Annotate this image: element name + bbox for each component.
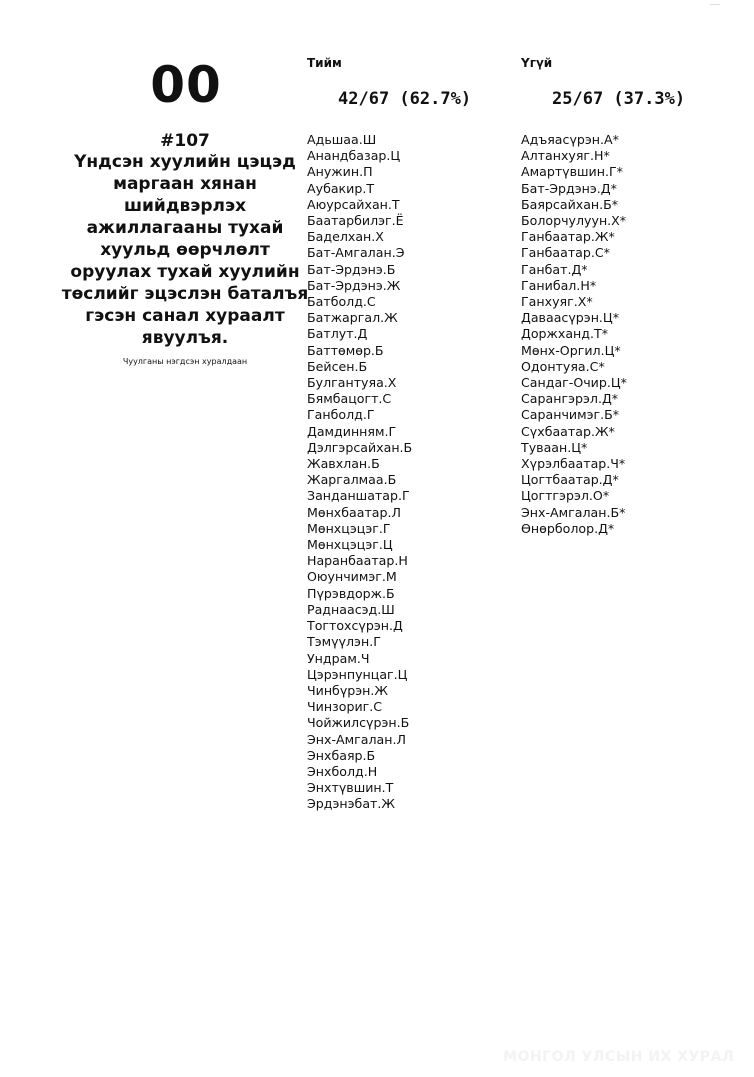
watermark: МОНГОЛ УЛСЫН ИХ ХУРАЛ <box>503 1049 734 1065</box>
no-voter-name: Ганбаатар.Ж* <box>521 229 615 245</box>
yes-voter-name: Пүрэвдорж.Б <box>307 585 395 601</box>
no-voter-name: Ганбат.Д* <box>521 261 588 277</box>
yes-voter-name: Чойжилсүрэн.Б <box>307 715 410 731</box>
yes-name-list <box>307 132 471 813</box>
yes-voter-name: Мөнхцэцэг.Г <box>307 520 391 536</box>
no-voter-name: Даваасүрэн.Ц* <box>521 310 620 326</box>
clock-display: 00 <box>150 56 222 114</box>
yes-voter-name: Батболд.С <box>307 294 376 310</box>
yes-voter-name: Чинзориг.С <box>307 699 383 715</box>
no-voter-name: Өнөрболор.Д* <box>521 520 615 536</box>
no-voter-name: Энх-Амгалан.Б* <box>521 504 626 520</box>
yes-voter-name: Бат-Амгалан.Э <box>307 245 405 261</box>
yes-voter-name: Наранбаатар.Н <box>307 553 408 569</box>
vote-number: #107 <box>160 131 210 151</box>
yes-voter-name: Энхтүвшин.Т <box>307 780 394 796</box>
yes-voter-name: Энх-Амгалан.Л <box>307 731 406 747</box>
yes-voter-name: Жавхлан.Б <box>307 456 380 472</box>
no-voter-name: Мөнх-Оргил.Ц* <box>521 342 621 358</box>
yes-tally: 42/67 (62.7%) <box>338 89 472 109</box>
no-voter-name: Ганхуяг.Х* <box>521 294 593 310</box>
yes-voter-name: Мөнхцэцэг.Ц <box>307 537 393 553</box>
yes-voter-name: Батлут.Д <box>307 326 368 342</box>
yes-column <box>307 56 471 813</box>
no-voter-name: Цогтбаатар.Д* <box>521 472 619 488</box>
no-column <box>521 56 685 537</box>
yes-voter-name: Батжаргал.Ж <box>307 310 398 326</box>
yes-voter-name: Энхбаяр.Б <box>307 747 376 763</box>
no-voter-name: Доржханд.Т* <box>521 326 608 342</box>
yes-voter-name: Мөнхбаатар.Л <box>307 504 401 520</box>
no-name-list <box>521 132 685 537</box>
no-heading: Үгүй <box>521 56 553 70</box>
yes-voter-name: Жаргалмаа.Б <box>307 472 397 488</box>
no-voter-name: Цогтгэрэл.О* <box>521 488 610 504</box>
yes-voter-name: Занданшатар.Г <box>307 488 410 504</box>
vote-summary <box>60 55 310 366</box>
no-voter-name: Алтанхуяг.Н* <box>521 148 610 164</box>
yes-voter-name: Цэрэнпунцаг.Ц <box>307 666 408 682</box>
yes-voter-name: Баттөмөр.Б <box>307 342 384 358</box>
yes-voter-name: Ундрам.Ч <box>307 650 370 666</box>
yes-voter-name: Дамдинням.Г <box>307 423 397 439</box>
no-voter-name: Одонтуяа.С* <box>521 358 605 374</box>
yes-voter-name: Оюунчимэг.М <box>307 569 397 585</box>
yes-voter-name: Анужин.П <box>307 164 373 180</box>
yes-voter-name: Бат-Эрдэнэ.Б <box>307 261 396 277</box>
no-voter-name: Туваан.Ц* <box>521 439 588 455</box>
no-voter-name: Сандаг-Очир.Ц* <box>521 375 627 391</box>
no-voter-name: Баярсайхан.Б* <box>521 196 619 212</box>
no-voter-name: Саранчимэг.Б* <box>521 407 620 423</box>
no-voter-name: Адъяасүрэн.А* <box>521 132 619 147</box>
no-tally: 25/67 (37.3%) <box>552 89 686 109</box>
yes-voter-name: Чинбүрэн.Ж <box>307 682 388 698</box>
yes-voter-name: Раднаасэд.Ш <box>307 601 395 617</box>
no-voter-name: Амартүвшин.Г* <box>521 164 623 180</box>
yes-voter-name: Тогтохсүрэн.Д <box>307 618 403 634</box>
yes-voter-name: Аубакир.Т <box>307 180 375 196</box>
no-voter-name: Болорчулуун.Х* <box>521 213 627 229</box>
yes-voter-name: Баатарбилэг.Ё <box>307 213 404 229</box>
no-voter-name: Ганибал.Н* <box>521 277 597 293</box>
yes-voter-name: Аюурсайхан.Т <box>307 196 400 212</box>
yes-voter-name: Баделхан.Х <box>307 229 384 245</box>
yes-voter-name: Анандбазар.Ц <box>307 148 401 164</box>
scan-mark <box>710 4 720 11</box>
session-name: Чуулганы нэгдсэн хуралдаан <box>122 357 248 366</box>
yes-voter-name: Эрдэнэбат.Ж <box>307 796 395 812</box>
yes-voter-name: Бейсен.Б <box>307 358 368 374</box>
yes-heading: Тийм <box>307 56 342 70</box>
no-voter-name: Сарангэрэл.Д* <box>521 391 619 407</box>
yes-voter-name: Бат-Эрдэнэ.Ж <box>307 277 401 293</box>
yes-voter-name: Энхболд.Н <box>307 763 378 779</box>
vote-title: Үндсэн хуулийн цэцэд маргаан хянан шийдвэрлэх ажиллагааны тухай хуульд өөрчлөлт оруулах тухай хуулийн төслийг эцэслэн баталъя гэсэн санал хураалт явуулъя. <box>61 152 309 348</box>
yes-voter-name: Булгантуяа.Х <box>307 375 397 391</box>
yes-voter-name: Бямбацогт.С <box>307 391 392 407</box>
yes-voter-name: Тэмүүлэн.Г <box>307 634 381 650</box>
yes-voter-name: Адьшаа.Ш <box>307 132 377 147</box>
no-voter-name: Ганбаатар.С* <box>521 245 610 261</box>
no-voter-name: Бат-Эрдэнэ.Д* <box>521 180 617 196</box>
yes-voter-name: Ганболд.Г <box>307 407 375 423</box>
no-voter-name: Сүхбаатар.Ж* <box>521 423 615 439</box>
yes-voter-name: Дэлгэрсайхан.Б <box>307 439 413 455</box>
no-voter-name: Хүрэлбаатар.Ч* <box>521 456 626 472</box>
